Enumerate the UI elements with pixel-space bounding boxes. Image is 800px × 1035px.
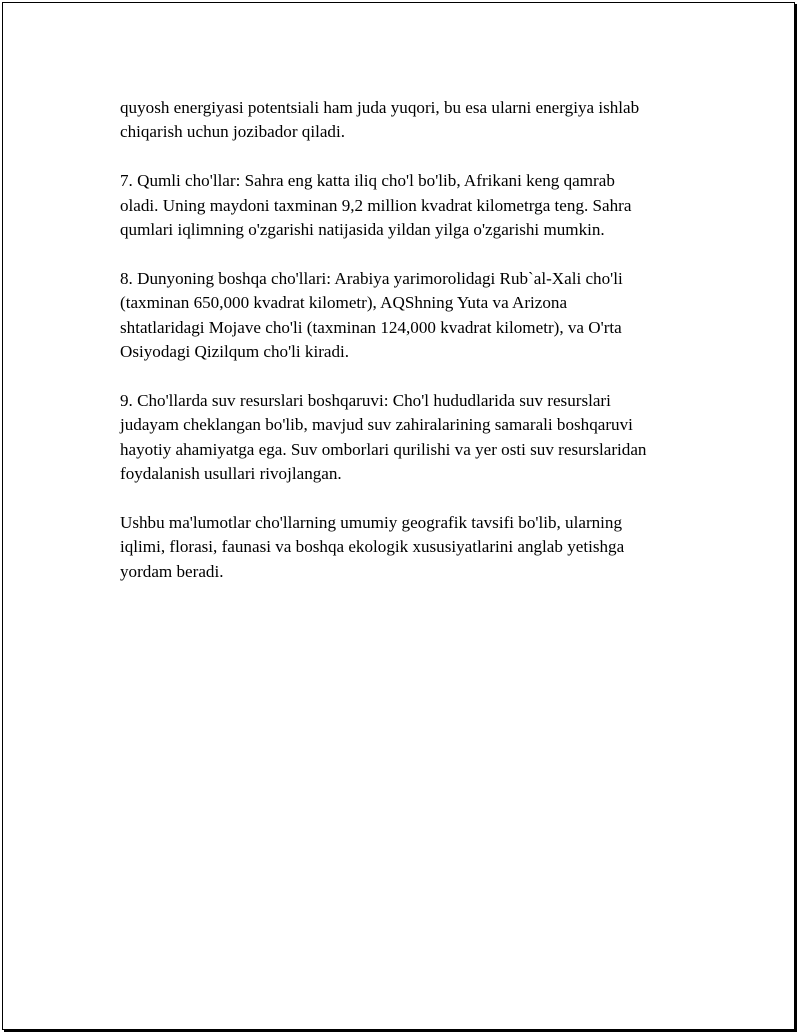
paragraph-other-deserts: 8. Dunyoning boshqa cho'llari: Arabiya yarimorolidagi Rub`al-Xali cho'li (taxminan 650,000 kvadrat kilometr), AQShning Yuta va Arizona shtatlaridagi Mojave cho'li (taxminan 124,000 kvadrat kilometr), va O'rta Osiyodagi Qizilqum cho'li kiradi. — [120, 268, 623, 362]
paragraph-sandy-deserts: 7. Qumli cho'llar: Sahra eng katta iliq cho'l bo'lib, Afrikani keng qamrab oladi. Uning maydoni taxminan 9,2 million kvadrat kilometrga teng. Sahra qumlari iqlimning o'zgarishi natijasida yildan yilga o'zgarishi mumkin. — [120, 171, 632, 240]
document-body — [120, 96, 700, 608]
paragraph-intro-continuation: quyosh energiyasi potentsiali ham juda yuqori, bu esa ularni energiya ishlab chiqarish uchun jozibador qiladi. — [120, 98, 640, 142]
document-page — [2, 2, 795, 1030]
paragraph-conclusion: Ushbu ma'lumotlar cho'llarning umumiy geografik tavsifi bo'lib, ularning iqlimi, florasi, faunasi va boshqa ekologik xususiyatlarini anglab yetishga yordam beradi. — [120, 512, 625, 581]
paragraph-water-management: 9. Cho'llarda suv resurslari boshqaruvi: Cho'l hududlarida suv resurslari judayam cheklangan bo'lib, mavjud suv zahiralarining samarali boshqaruvi hayotiy ahamiyatga ega. Suv omborlari qurilishi va yer osti suv resurslaridan foydalanish usullari rivojlangan. — [120, 390, 647, 484]
